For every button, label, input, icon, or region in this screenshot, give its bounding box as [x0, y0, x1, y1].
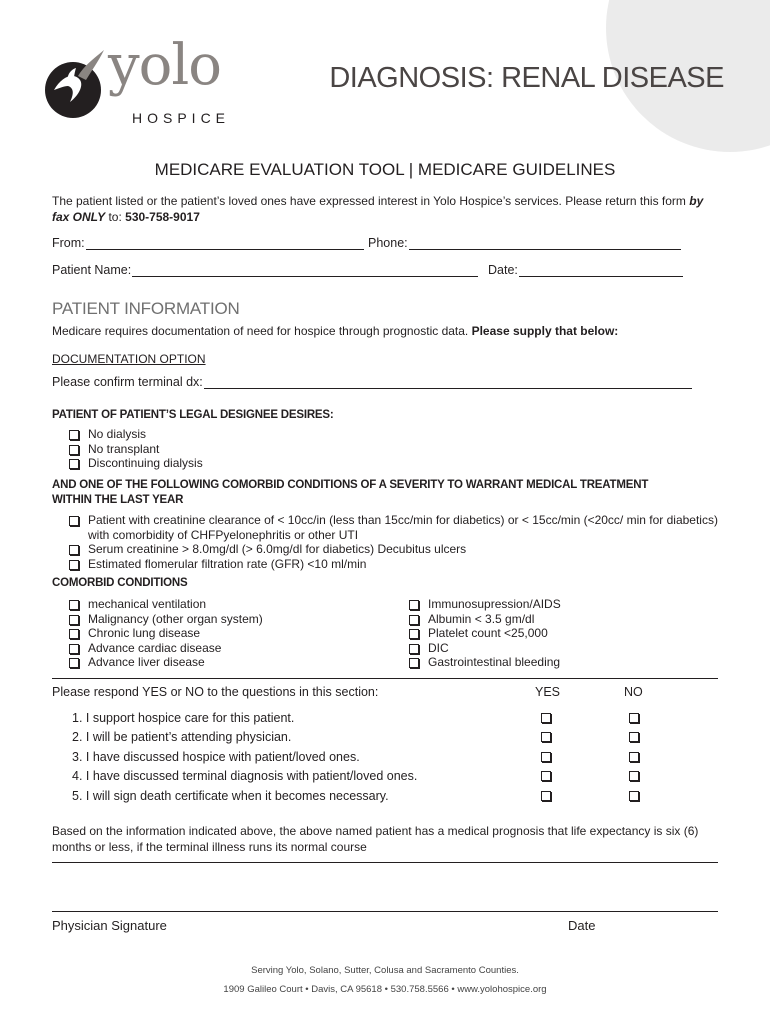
logo-subtitle: HOSPICE	[132, 110, 231, 126]
terminal-dx-input-line[interactable]	[204, 377, 692, 389]
list-item-label: Malignancy (other organ system)	[88, 611, 263, 626]
list-item	[68, 612, 388, 627]
patient-name-label: Patient Name:	[52, 263, 132, 277]
patient-info-title: PATIENT INFORMATION	[52, 299, 240, 318]
section-divider	[52, 678, 718, 679]
comorbid-conditions-title: COMORBID CONDITIONS	[52, 577, 188, 589]
list-item	[408, 626, 728, 641]
yes-checkbox[interactable]	[541, 732, 551, 742]
checkbox[interactable]	[69, 560, 79, 570]
yes-checkbox[interactable]	[541, 791, 551, 801]
list-item	[68, 513, 720, 542]
list-item	[408, 597, 728, 612]
patient-info-desc	[52, 323, 618, 339]
date-label: Date:	[488, 263, 518, 277]
list-item-label: Estimated flomerular filtration rate (GFR) <10 ml/min	[88, 556, 367, 571]
checkbox[interactable]	[69, 629, 79, 639]
yes-checkbox[interactable]	[541, 771, 551, 781]
checkbox[interactable]	[69, 459, 79, 469]
question-row: 2. I will be patient’s attending physician.	[72, 730, 292, 744]
checkbox[interactable]	[69, 545, 79, 555]
patient-name-input-line[interactable]	[132, 265, 478, 277]
list-item	[408, 612, 728, 627]
comorbid-right-list	[408, 597, 728, 670]
list-item	[68, 442, 368, 457]
crane-icon	[44, 46, 106, 120]
list-item	[68, 557, 720, 572]
date-field	[488, 263, 683, 277]
yes-checkbox[interactable]	[541, 752, 551, 762]
fax-number: 530-758-9017	[125, 210, 200, 224]
checkbox[interactable]	[69, 445, 79, 455]
list-item-label: Albumin < 3.5 gm/dl	[428, 611, 535, 626]
checkbox[interactable]	[69, 658, 79, 668]
from-field	[52, 236, 364, 250]
from-input-line[interactable]	[86, 238, 364, 250]
list-item-label: Serum creatinine > 8.0mg/dl (> 6.0mg/dl for diabetics) Decubitus ulcers	[88, 542, 467, 556]
documentation-option: DOCUMENTATION OPTION	[52, 352, 206, 366]
desires-list	[68, 427, 368, 471]
list-item	[68, 626, 388, 641]
yes-column-header: YES	[535, 685, 561, 699]
patient-name-field	[52, 263, 478, 277]
checkbox[interactable]	[69, 430, 79, 440]
no-checkbox[interactable]	[629, 752, 639, 762]
list-item	[408, 655, 728, 670]
prognosis-statement: Based on the information indicated above, the above named patient has a medical prognosis that life expectancy is six (6) months or less, if the terminal illness runs its normal course	[52, 824, 699, 854]
patient-info-desc-text: Medicare requires documentation of need for hospice through prognostic data.	[52, 324, 472, 338]
prognosis-line[interactable]	[52, 862, 718, 863]
footer-service-area: Serving Yolo, Solano, Sutter, Colusa and Sacramento Counties.	[251, 965, 519, 976]
list-item-label: Patient with creatinine clearance of < 10cc/in (less than 15cc/min for diabetics) or < 15cc/min (<20cc/ min for diabetics) with comorbidity of CHFPyelonephritis or other UTI	[88, 513, 718, 542]
list-item-label: Advance cardiac disease	[88, 640, 222, 655]
comorbid-left-list	[68, 597, 388, 670]
checkbox[interactable]	[409, 658, 419, 668]
checkbox[interactable]	[409, 644, 419, 654]
list-item-label: No transplant	[88, 441, 160, 456]
yolo-hospice-logo	[44, 33, 234, 130]
no-column-header: NO	[624, 685, 643, 699]
list-item	[68, 641, 388, 656]
question-row: 5. I will sign death certificate when it becomes necessary.	[72, 789, 389, 803]
comorbid-severity-title-line2: WITHIN THE LAST YEAR	[52, 494, 184, 506]
signature-line[interactable]	[52, 911, 718, 912]
checkbox[interactable]	[69, 615, 79, 625]
list-item	[68, 456, 368, 471]
intro-fax-label: by fax ONLY	[52, 194, 704, 224]
no-checkbox[interactable]	[629, 771, 639, 781]
comorbid-severity-list	[68, 513, 720, 571]
checkbox[interactable]	[69, 644, 79, 654]
phone-label: Phone:	[368, 236, 408, 250]
checkbox[interactable]	[409, 615, 419, 625]
document-title: DIAGNOSIS: RENAL DISEASE	[329, 62, 724, 94]
from-label: From:	[52, 236, 85, 250]
list-item-label: DIC	[428, 640, 449, 655]
list-item-label: Chronic lung disease	[88, 626, 201, 640]
patient-info-desc-bold: Please supply that below:	[471, 324, 619, 338]
list-item-label: No dialysis	[88, 427, 147, 441]
questions-prompt: Please respond YES or NO to the questions in this section:	[52, 685, 379, 699]
checkbox[interactable]	[69, 600, 79, 610]
list-item	[68, 597, 388, 612]
physician-signature-label: Physician Signature	[52, 918, 167, 933]
list-item-label: mechanical ventilation	[88, 597, 207, 611]
comorbid-severity-title-line1: AND ONE OF THE FOLLOWING COMORBID CONDITIONS OF A SEVERITY TO WARRANT MEDICAL TREATMENT	[52, 479, 649, 491]
checkbox[interactable]	[409, 629, 419, 639]
list-item-label: Discontinuing dialysis	[88, 456, 203, 470]
phone-field	[368, 236, 681, 250]
list-item	[68, 542, 720, 557]
no-checkbox[interactable]	[629, 732, 639, 742]
question-row: 3. I have discussed hospice with patient/loved ones.	[72, 750, 360, 764]
terminal-dx-label: Please confirm terminal dx:	[52, 375, 203, 389]
list-item	[68, 655, 388, 670]
date-input-line[interactable]	[519, 265, 683, 277]
comorbid-severity-title	[52, 478, 648, 508]
no-checkbox[interactable]	[629, 713, 639, 723]
checkbox[interactable]	[69, 516, 79, 526]
list-item-label: Immunosupression/AIDS	[428, 597, 561, 611]
no-checkbox[interactable]	[629, 791, 639, 801]
yes-checkbox[interactable]	[541, 713, 551, 723]
signature-date-label: Date	[568, 918, 596, 933]
desires-title: PATIENT OF PATIENT’S LEGAL DESIGNEE DESIRES:	[52, 409, 334, 421]
question-row: 1. I support hospice care for this patient.	[72, 711, 295, 725]
question-row: 4. I have discussed terminal diagnosis with patient/loved ones.	[72, 769, 418, 783]
intro-text: The patient listed or the patient’s loved ones have expressed interest in Yolo Hospice’s services. Please return this form	[52, 194, 690, 208]
list-item-label: Advance liver disease	[88, 655, 205, 669]
list-item-label: Platelet count <25,000	[428, 626, 548, 640]
intro-paragraph	[52, 193, 722, 225]
intro-to: to:	[105, 210, 126, 224]
list-item	[408, 641, 728, 656]
logo-wordmark: yolo	[108, 33, 221, 98]
checkbox[interactable]	[409, 600, 419, 610]
list-item	[68, 427, 368, 442]
footer-contact: 1909 Galileo Court • Davis, CA 95618 • 530.758.5566 • www.yolohospice.org	[223, 984, 547, 995]
phone-input-line[interactable]	[409, 238, 681, 250]
form-heading: MEDICARE EVALUATION TOOL | MEDICARE GUIDELINES	[154, 160, 616, 179]
terminal-dx-field	[52, 375, 692, 389]
list-item-label: Gastrointestinal bleeding	[428, 655, 561, 669]
